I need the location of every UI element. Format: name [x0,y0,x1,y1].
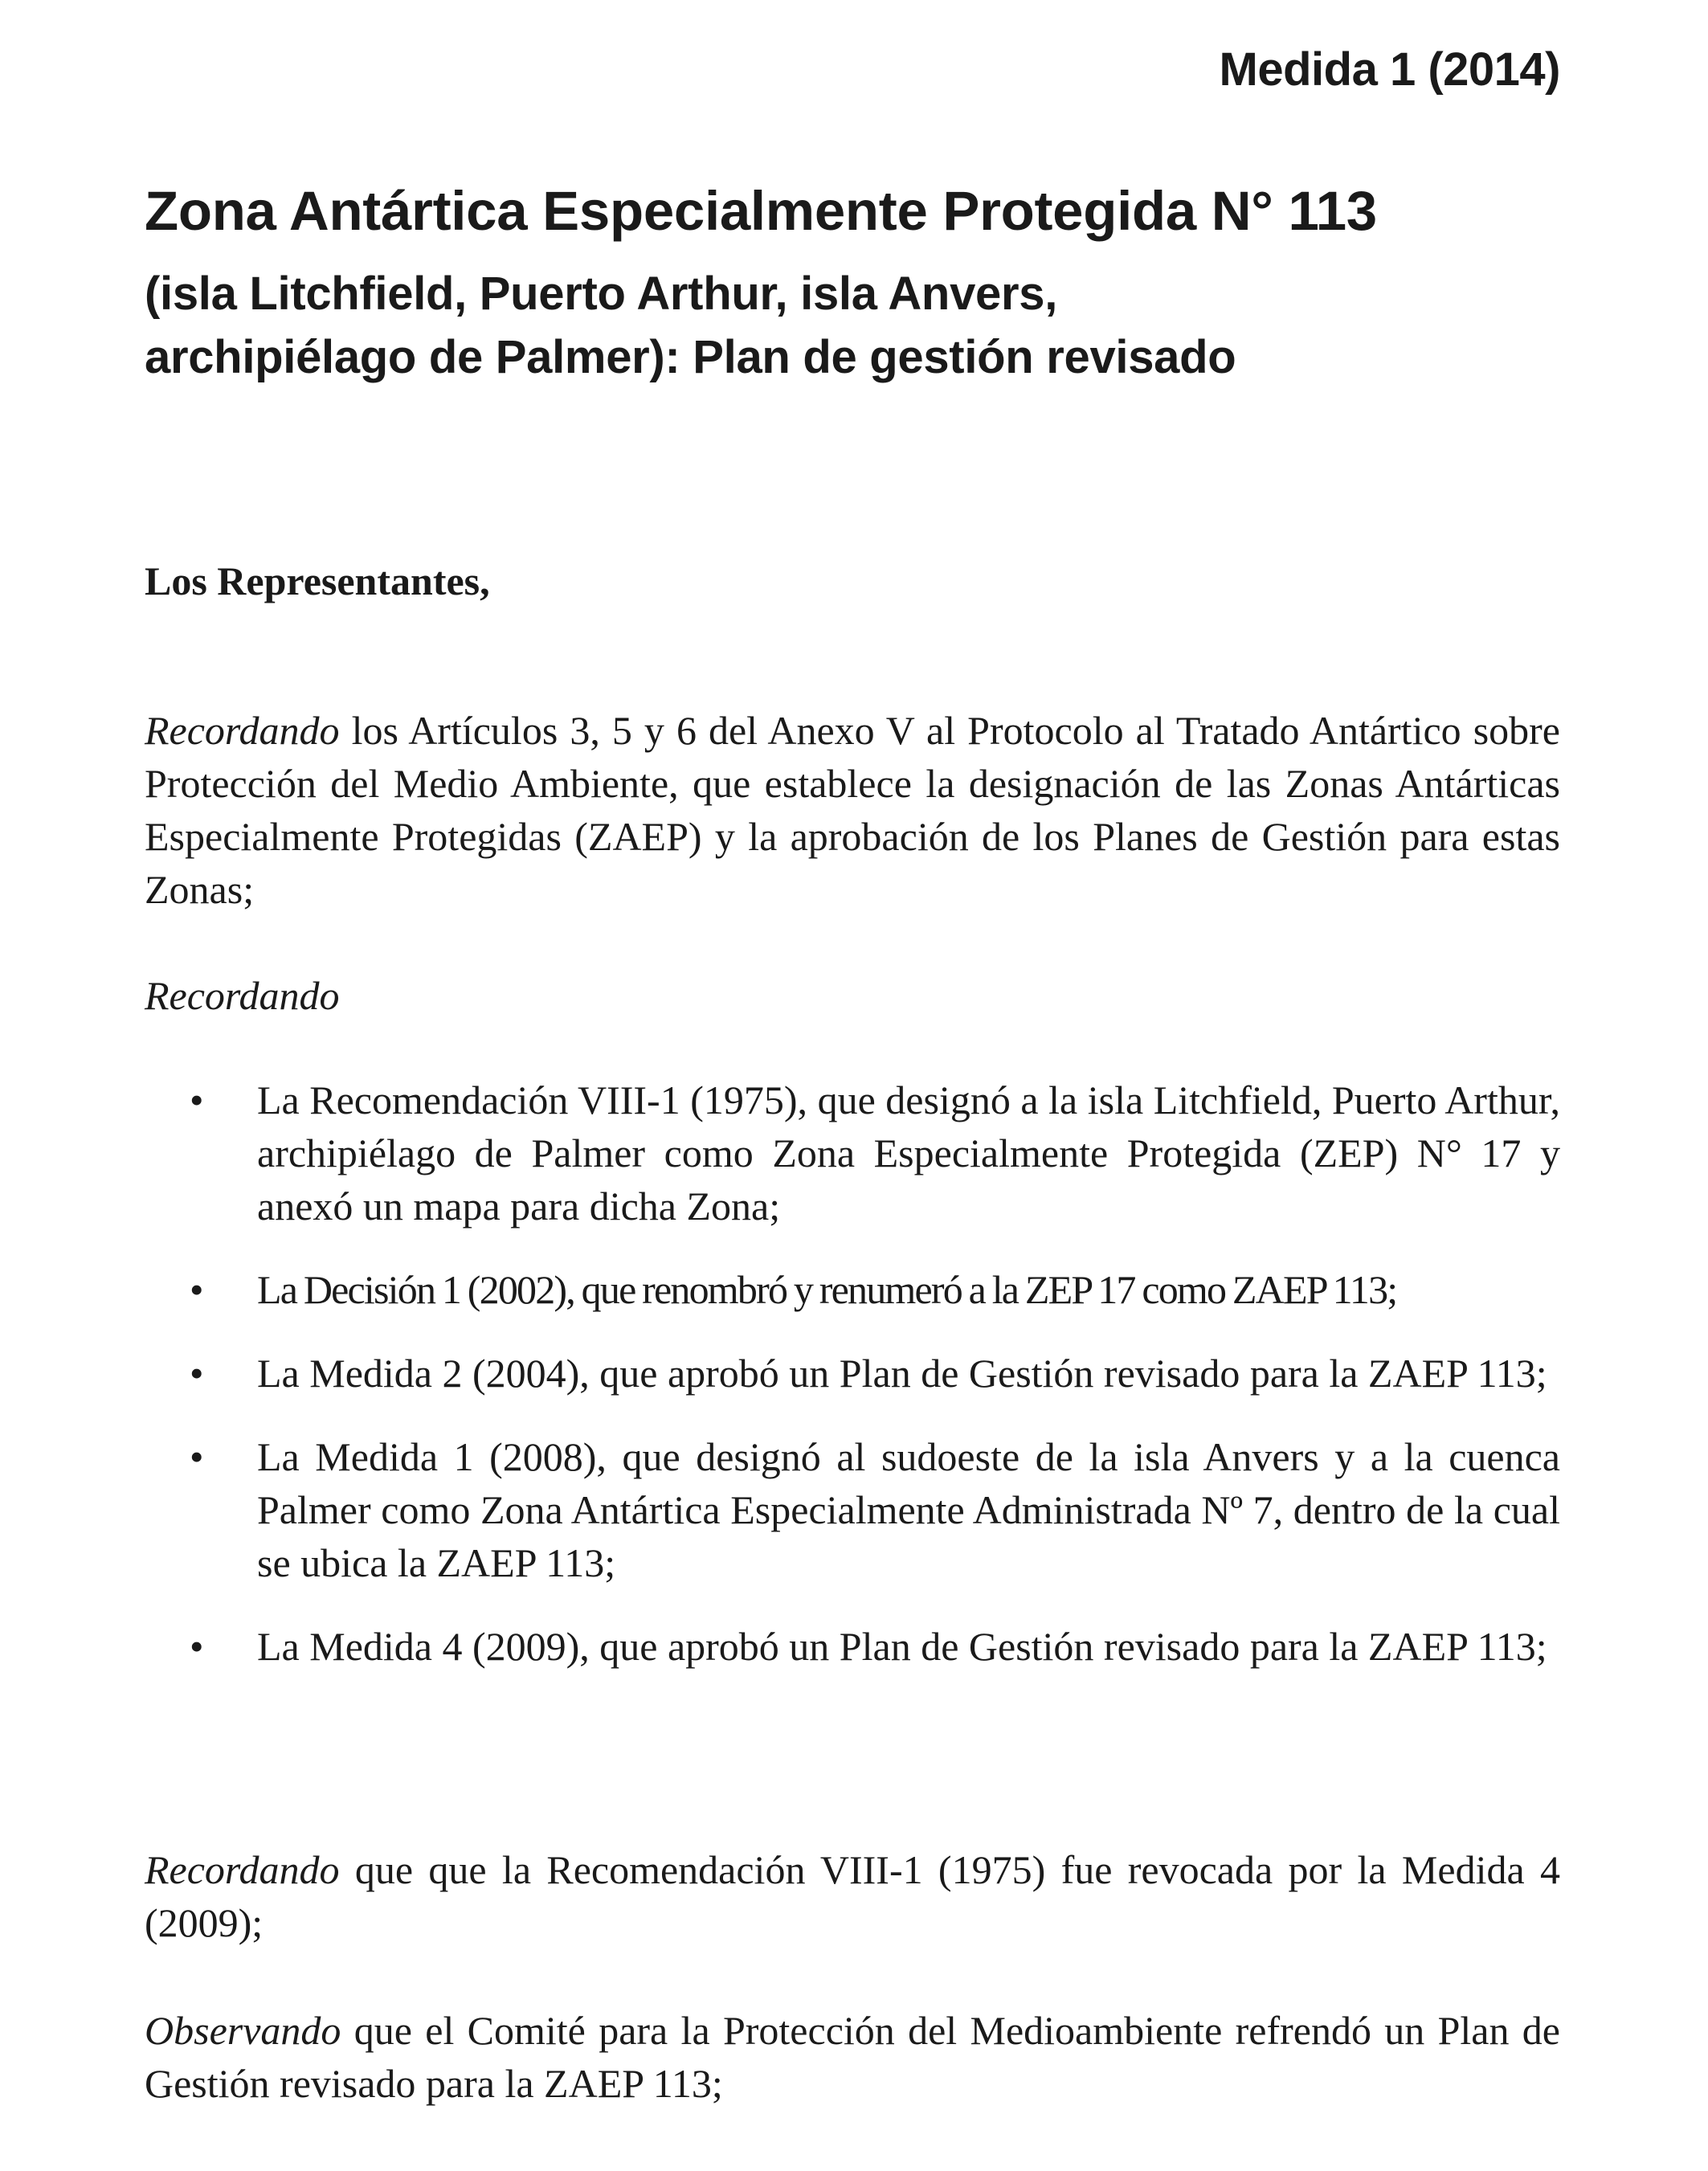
recalled-instruments-list [145,1073,1560,1703]
page-title: Zona Antártica Especialmente Protegida N° 113 [145,180,1377,242]
list-item [145,1263,1560,1316]
greeting: Los Representantes, [145,558,490,603]
document-page [145,0,1560,2171]
page-subtitle [145,262,1560,389]
list-item [145,1347,1560,1400]
list-item-text: La Medida 2 (2004), que aprobó un Plan de Gestión revisado para la ZAEP 113; [257,1351,1547,1396]
subtitle-line-1: (isla Litchfield, Puerto Arthur, isla Anvers, [145,268,1058,320]
list-item [145,1073,1560,1233]
paragraph-text: que que la Recomendación VIII-1 (1975) fue revocada por la Medida 4 (2009); [145,1847,1560,1945]
bullet-icon: • [190,1267,204,1312]
paragraph-noting-endorsement [145,2004,1560,2110]
paragraph-lead: Recordando [145,708,340,753]
bullet-icon: • [190,1624,204,1669]
paragraph-recalling-articles [145,704,1560,916]
paragraph-lead: Observando [145,2008,341,2053]
paragraph-text: los Artículos 3, 5 y 6 del Anexo V al Protocolo al Tratado Antártico sobre Protección del Medio Ambiente, que establece la designación de las Zonas Antárticas Especialmente Protegidas (ZAEP) y la aprobación de los Planes de Gestión para estas Zonas; [145,708,1560,912]
paragraph-text: que el Comité para la Protección del Medioambiente refrendó un Plan de Gestión revisado para la ZAEP 113; [145,2008,1560,2106]
list-item-text: La Recomendación VIII-1 (1975), que designó a la isla Litchfield, Puerto Arthur, archipiélago de Palmer como Zona Especialmente Protegida (ZEP) N° 17 y anexó un mapa para dicha Zona; [257,1077,1560,1229]
list-item [145,1430,1560,1589]
list-item [145,1620,1560,1673]
list-item-text: La Medida 4 (2009), que aprobó un Plan de Gestión revisado para la ZAEP 113; [257,1624,1547,1669]
paragraph-lead: Recordando [145,973,340,1018]
paragraph-lead: Recordando [145,1847,340,1892]
list-item-text: La Decisión 1 (2002), que renombró y renumeró a la ZEP 17 como ZAEP 113; [257,1267,1397,1312]
bullet-icon: • [190,1351,204,1396]
list-item-text: La Medida 1 (2008), que designó al sudoeste de la isla Anvers y a la cuenca Palmer como Zona Antártica Especialmente Administrada Nº 7, dentro de la cual se ubica la ZAEP 113; [257,1434,1560,1585]
paragraph-recalling-revocation [145,1843,1560,1949]
subtitle-line-2: archipiélago de Palmer): Plan de gestión revisado [145,331,1236,383]
bullet-icon: • [190,1077,204,1122]
paragraph-recalling-list-intro [145,969,1560,1022]
bullet-icon: • [190,1434,204,1479]
measure-label: Medida 1 (2014) [1219,43,1560,96]
